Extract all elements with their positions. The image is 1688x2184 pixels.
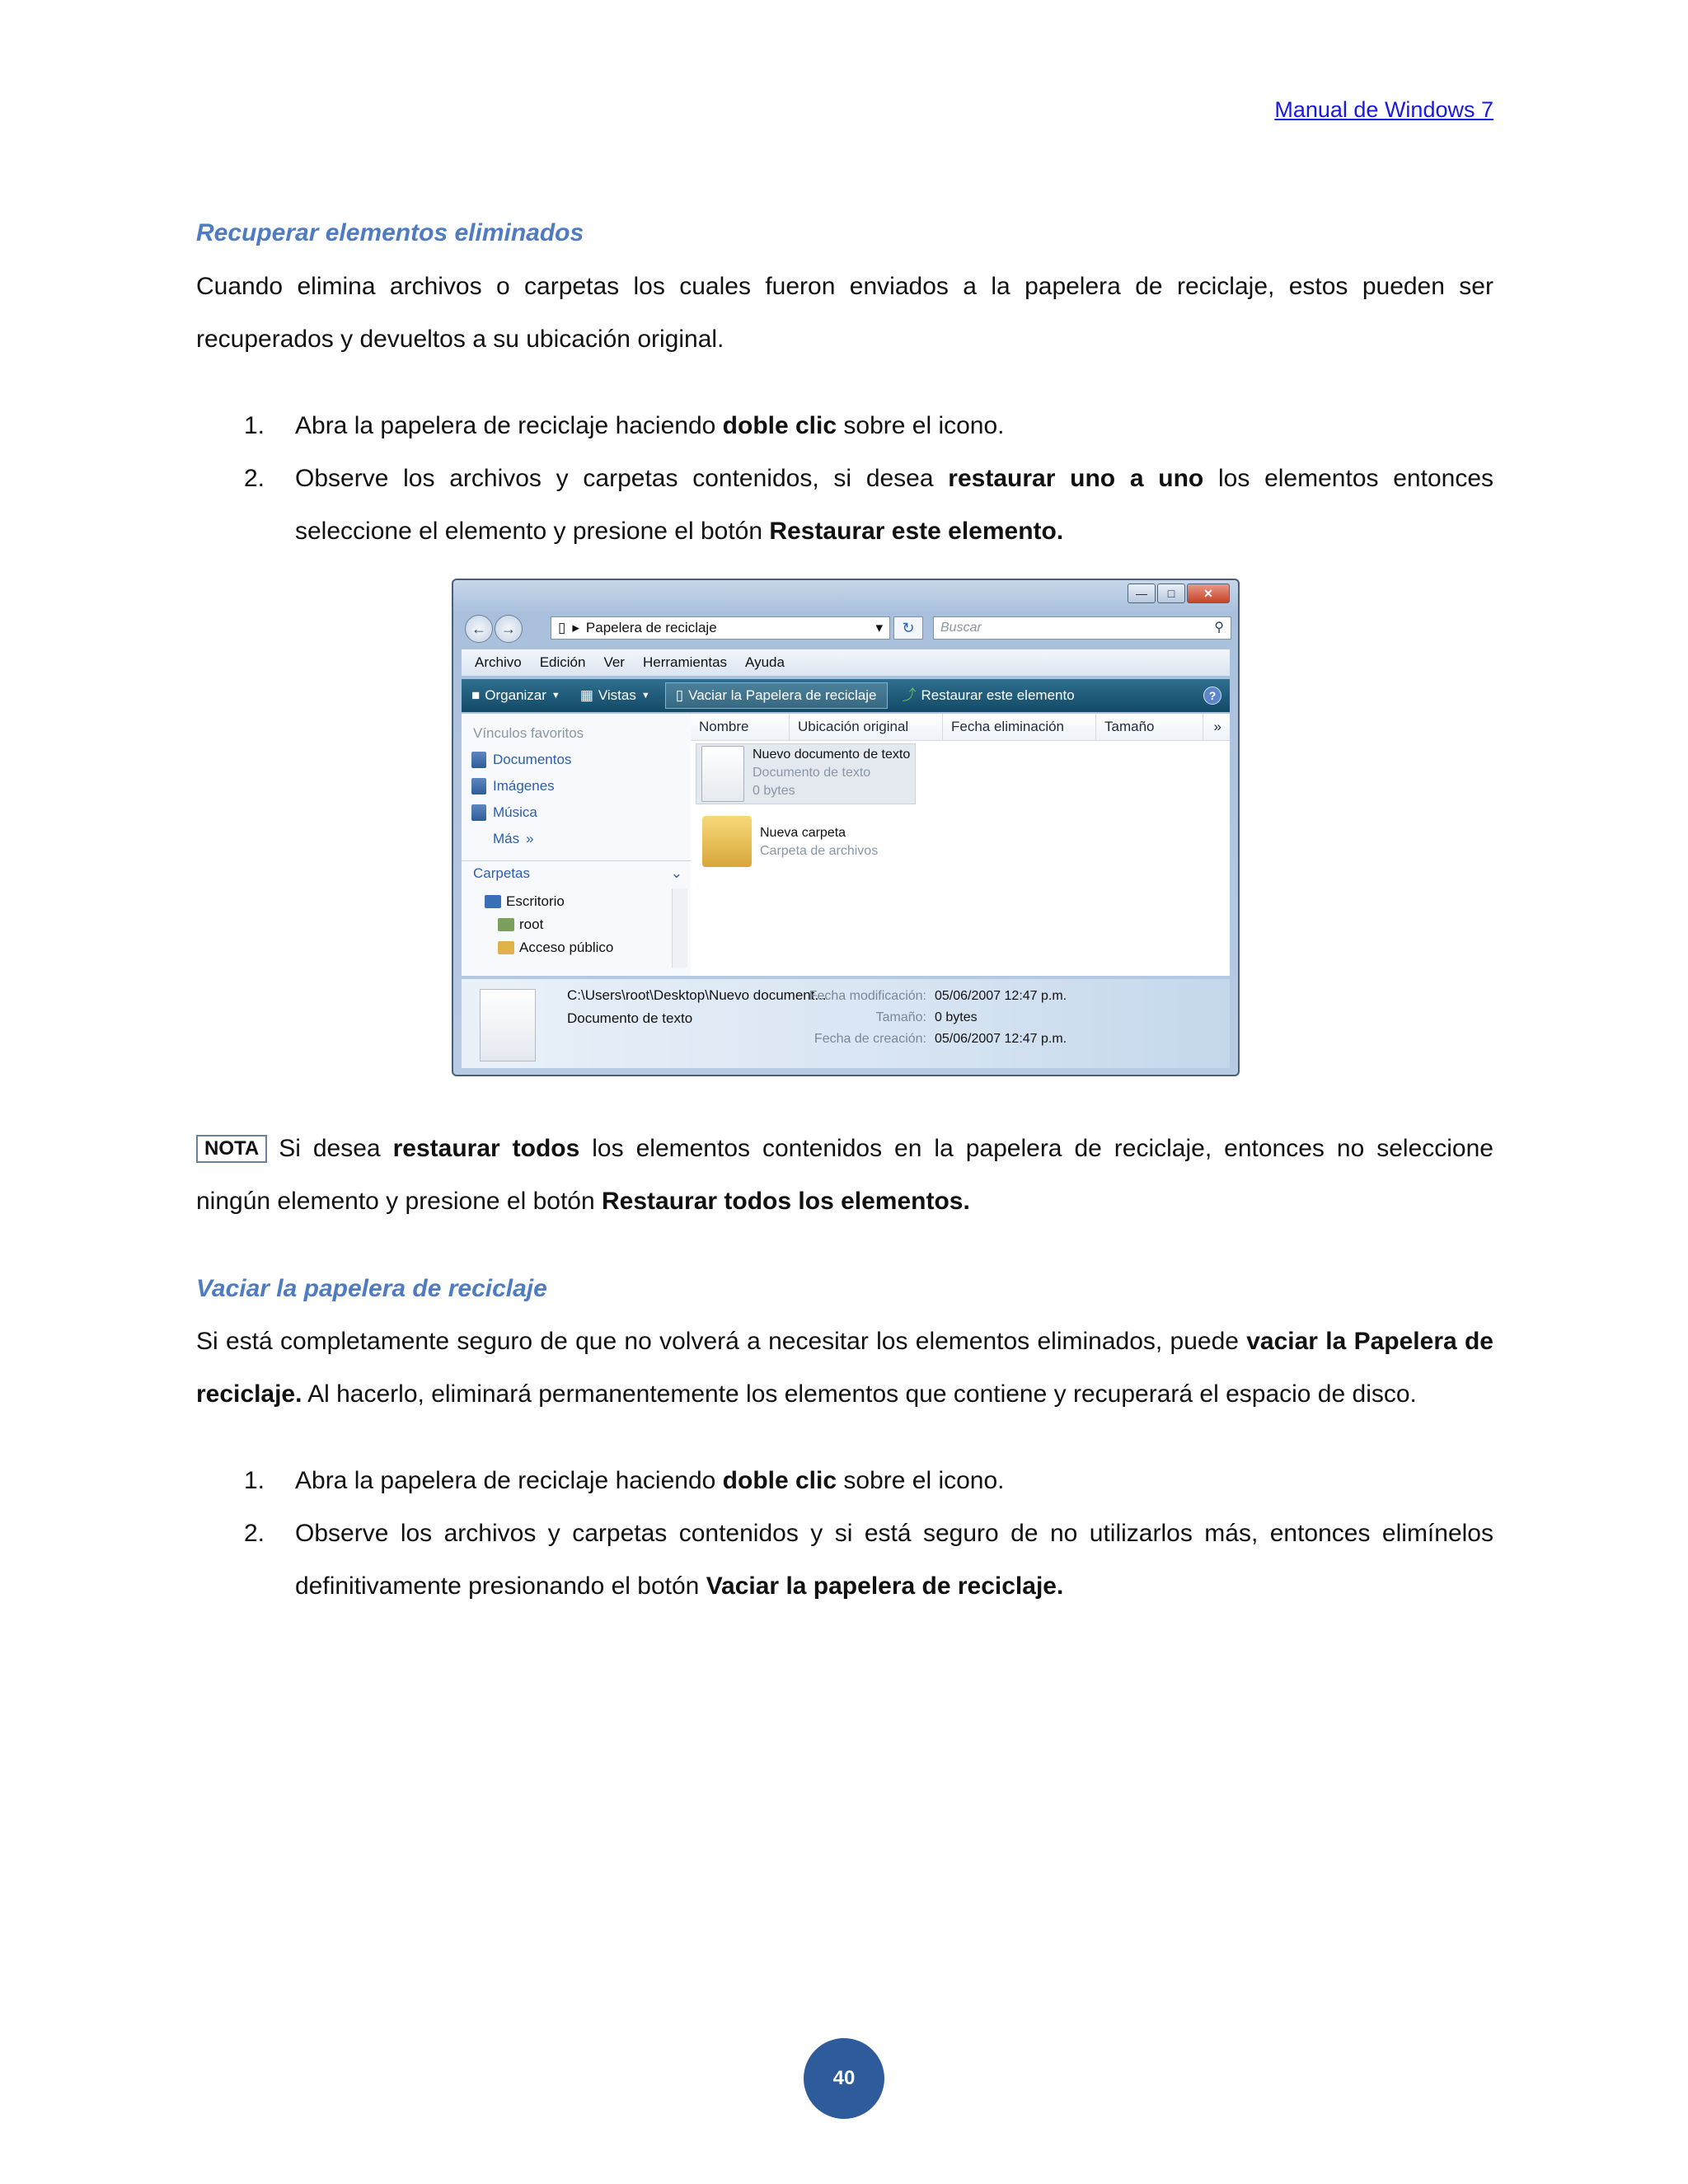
views-button[interactable]: ▦ Vistas ▼ — [570, 679, 660, 712]
favorites-heading: Vínculos favoritos — [473, 725, 584, 741]
file-item-folder[interactable]: Nueva carpeta Carpeta de archivos — [702, 816, 878, 867]
recycle-bin-window — [452, 579, 1240, 1076]
empty-step-1: 1. Abra la papelera de reciclaje haciendo doble clic sobre el icono. — [244, 1455, 1493, 1507]
forward-icon[interactable]: → — [495, 615, 523, 643]
manual-link[interactable]: Manual de Windows 7 — [1274, 97, 1493, 122]
step-number: 2. — [244, 1520, 265, 1547]
menu-archivo[interactable]: Archivo — [475, 654, 522, 670]
page-number: 40 — [804, 2038, 884, 2119]
step-number: 1. — [244, 412, 265, 439]
chevron-down-icon: ▼ — [551, 691, 560, 701]
breadcrumb-separator-icon: ▸ — [572, 620, 579, 635]
breadcrumb[interactable]: Papelera de reciclaje — [585, 620, 717, 635]
menu-herramientas[interactable]: Herramientas — [642, 654, 728, 670]
empty-step-2: 2. Observe los archivos y carpetas contenidos y si está seguro de no utilizarlos más, entonces elimínelos definitivamente presionando el botón Vaciar la papelera de reciclaje. — [244, 1507, 1493, 1613]
documents-icon — [471, 752, 486, 768]
close-button[interactable]: ✕ — [1187, 583, 1230, 603]
search-input[interactable]: Buscar ⚲ — [933, 616, 1231, 640]
folder-icon — [498, 941, 514, 954]
chevron-down-icon: ▼ — [640, 691, 650, 701]
tree-root[interactable]: root — [498, 916, 543, 933]
more-columns-icon[interactable]: » — [1213, 719, 1221, 734]
column-ubicacion[interactable]: Ubicación original — [790, 714, 943, 740]
fav-musica[interactable]: Música — [471, 804, 537, 821]
note-paragraph: NOTA Si desea restaurar todos los elementos contenidos en la papelera de reciclaje, entonces no seleccione ningún elemento y presione el botón Restaurar todos los elementos. — [196, 1135, 1493, 1215]
address-bar[interactable] — [551, 616, 890, 640]
chevron-down-icon: ⌄ — [670, 865, 682, 881]
maximize-button[interactable]: □ — [1157, 583, 1185, 603]
recycle-bin-icon: ▯ — [675, 687, 684, 703]
back-icon[interactable]: ← — [465, 615, 493, 643]
menu-ayuda[interactable]: Ayuda — [745, 654, 785, 670]
organize-button[interactable]: ■ Organizar ▼ — [462, 679, 570, 712]
note-badge: NOTA — [196, 1135, 267, 1163]
minimize-button[interactable]: — — [1128, 583, 1156, 603]
tree-escritorio[interactable]: Escritorio — [485, 893, 565, 910]
column-tamano[interactable]: Tamaño — [1096, 714, 1203, 740]
fav-documentos[interactable]: Documentos — [471, 752, 571, 768]
section-heading-empty: Vaciar la papelera de reciclaje — [196, 1275, 547, 1302]
file-list — [691, 714, 1230, 976]
tree-scrollbar[interactable] — [672, 888, 687, 968]
desktop-icon — [485, 895, 501, 908]
empty-intro: Si está completamente seguro de que no volverá a necesitar los elementos eliminados, puede vaciar la Papelera de reciclaje. Al hacerlo, eliminará permanentemente los elementos que contiene y recuperará el espacio de disco. — [196, 1328, 1493, 1408]
menu-ver[interactable]: Ver — [603, 654, 625, 670]
chevron-down-icon[interactable]: ▾ — [875, 620, 883, 635]
help-icon[interactable]: ? — [1203, 687, 1221, 705]
search-icon[interactable]: ⚲ — [1214, 621, 1224, 635]
step-number: 2. — [244, 465, 265, 492]
restore-item-button[interactable]: ⤴ Restaurar este elemento — [893, 679, 1085, 712]
folder-icon — [702, 816, 752, 867]
fav-imagenes[interactable]: Imágenes — [471, 778, 555, 794]
folders-heading[interactable]: Carpetas ⌄ — [462, 860, 691, 885]
details-path: C:\Users\root\Desktop\Nuevo document... — [567, 987, 827, 1003]
column-header — [691, 714, 1230, 741]
recover-intro: Cuando elimina archivos o carpetas los cuales fueron enviados a la papelera de reciclaje, estos pueden ser recuperados y devueltos a su ubicación original. — [196, 273, 1493, 353]
double-chevron-icon: » — [526, 831, 534, 846]
menu-bar — [462, 649, 1230, 676]
recover-step-2: 2. Observe los archivos y carpetas contenidos, si desea restaurar uno a uno los elementos entonces seleccione el elemento y presione el botón Restaurar este elemento. — [244, 452, 1493, 558]
column-nombre[interactable]: Nombre — [691, 714, 790, 740]
navigation-pane — [462, 714, 692, 976]
music-icon — [471, 804, 486, 821]
column-fecha-eliminacion[interactable]: Fecha eliminación — [943, 714, 1096, 740]
details-type: Documento de texto — [567, 1010, 693, 1026]
refresh-button[interactable]: ↻ — [893, 616, 923, 640]
recycle-bin-icon: ▯ — [558, 620, 566, 635]
command-bar — [462, 679, 1230, 712]
recover-step-1: 1. Abra la papelera de reciclaje haciendo doble clic sobre el icono. — [244, 400, 1493, 452]
user-folder-icon — [498, 918, 514, 931]
views-icon: ▦ — [579, 687, 593, 703]
step-number: 1. — [244, 1467, 265, 1494]
empty-recycle-bin-button[interactable]: ▯ Vaciar la Papelera de reciclaje — [665, 682, 888, 709]
organize-icon: ■ — [471, 687, 481, 703]
tree-acceso-publico[interactable]: Acceso público — [498, 940, 613, 956]
pictures-icon — [471, 778, 486, 794]
section-heading-recover: Recuperar elementos eliminados — [196, 219, 584, 246]
restore-arrow-icon: ⤴ — [902, 687, 917, 703]
text-document-icon — [701, 746, 744, 802]
file-item-text-document[interactable]: Nuevo documento de texto Documento de texto 0 bytes — [696, 743, 916, 804]
details-pane: C:\Users\root\Desktop\Nuevo document... Documento de texto Fecha modificación: 05/06/2007 12:47 p.m. Tamaño: 0 bytes Fecha de creación: 05/06/2007 12:47 p.m. — [462, 979, 1230, 1068]
title-bar — [453, 580, 1238, 608]
fav-mas[interactable]: Más » — [493, 831, 534, 846]
text-document-icon — [480, 989, 536, 1062]
menu-edicion[interactable]: Edición — [539, 654, 586, 670]
